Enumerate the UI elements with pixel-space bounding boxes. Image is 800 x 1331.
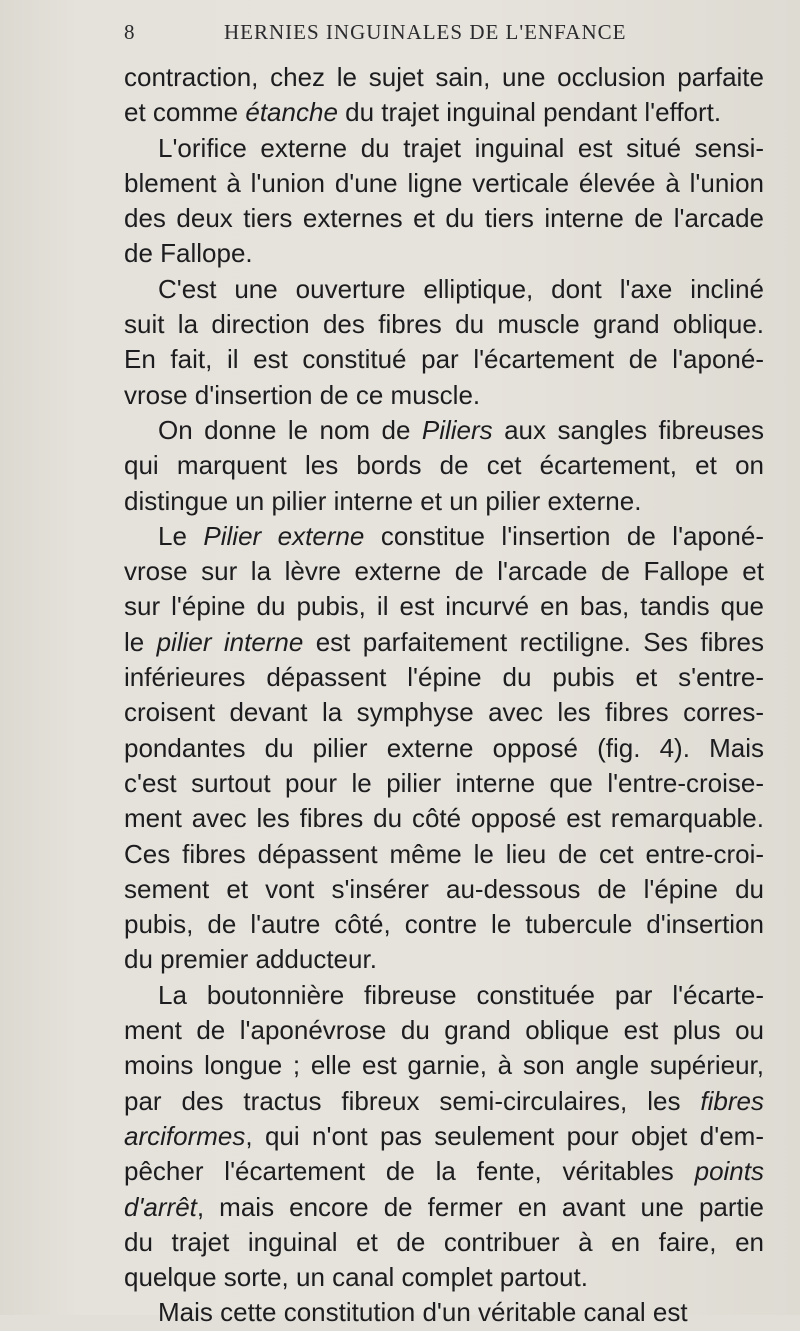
text-run: , qui n'ont pas seulement pour objet d'em- [245, 1120, 764, 1151]
text-line [124, 695, 764, 730]
body-text [124, 60, 764, 1331]
text-run: pêcher l'écartement de la fente, véritables [124, 1156, 695, 1187]
italic-term: Pilier externe [203, 520, 365, 551]
text-run: L'orifice externe du trajet inguinal est situé sensi- [158, 132, 764, 163]
page-number: 8 [124, 20, 136, 44]
text-run: On donne le nom de [158, 414, 422, 445]
text-run: C'est une ouverture elliptique, dont l'axe incliné [158, 273, 764, 304]
text-run: aux sangles fibreuses [492, 414, 764, 445]
page-header [124, 20, 764, 52]
italic-term: points [694, 1156, 764, 1187]
text-line [124, 625, 764, 660]
text-run: inférieures dépassent l'épine du pubis et s'entre- [124, 662, 764, 693]
text-run: c'est surtout pour le pilier interne que l'entre-croise- [124, 767, 764, 798]
text-run: ment de l'aponévrose du grand oblique est plus ou [124, 1015, 764, 1046]
text-line [124, 837, 764, 872]
text-run: sur l'épine du pubis, il est incurvé en bas, tandis que [124, 591, 764, 622]
text-run: La boutonnière fibreuse constituée par l'écarte- [158, 979, 764, 1010]
text-line [124, 731, 764, 766]
text-run: Mais cette constitution d'un véritable canal est [158, 1297, 688, 1328]
text-run: est parfaitement rectiligne. Ses fibres [303, 626, 764, 657]
text-run: vrose d'insertion de ce muscle. [124, 379, 481, 410]
text-line [124, 978, 764, 1013]
text-line [124, 60, 764, 95]
text-line [124, 307, 764, 342]
text-run: distingue un pilier interne et un pilier externe. [124, 485, 642, 516]
text-run: des deux tiers externes et du tiers interne de l'arcade [124, 203, 764, 234]
text-line [124, 1154, 764, 1189]
text-run: croisent devant la symphyse avec les fibres corres- [124, 697, 764, 728]
text-line [124, 413, 764, 448]
text-run: vrose sur la lèvre externe de l'arcade de Fallope et [124, 556, 764, 587]
text-line [124, 342, 764, 377]
text-line [124, 1119, 764, 1154]
text-run: constitue l'insertion de l'aponé- [364, 520, 765, 551]
text-run: sement et vont s'insérer au-dessous de l'épine du [124, 873, 764, 904]
text-line [124, 95, 764, 130]
text-line [124, 1295, 764, 1330]
text-line [124, 1190, 764, 1225]
text-line [124, 236, 764, 271]
italic-term: étanche [245, 97, 338, 128]
text-run: et comme [124, 97, 246, 128]
text-line [124, 131, 764, 166]
text-line [124, 448, 764, 483]
text-line [124, 272, 764, 307]
text-line [124, 378, 764, 413]
text-run: Ces fibres dépassent même le lieu de cet entre-croi- [124, 838, 764, 869]
text-run: moins longue ; elle est garnie, à son angle supérieur, [124, 1050, 764, 1081]
text-run: du premier adducteur. [124, 944, 377, 975]
text-line [124, 1084, 764, 1119]
text-run: En fait, il est constitué par l'écartement de l'aponé- [124, 344, 764, 375]
text-run: quelque sorte, un canal complet partout. [124, 1262, 588, 1293]
text-run: , mais encore de fermer en avant une partie [196, 1191, 764, 1222]
text-line [124, 201, 764, 236]
text-run: Le [158, 520, 204, 551]
text-run: du trajet inguinal pendant l'effort. [337, 97, 722, 128]
text-line [124, 1260, 764, 1295]
text-run: par des tractus fibreux semi-circulaires, les [124, 1085, 701, 1116]
text-line [124, 660, 764, 695]
text-line [124, 801, 764, 836]
text-run: ment avec les fibres du côté opposé est remarquable. [124, 803, 764, 834]
text-line [124, 589, 764, 624]
text-run: suit la direction des fibres du muscle grand oblique. [124, 309, 764, 340]
italic-term: Piliers [421, 414, 493, 445]
text-line [124, 484, 764, 519]
text-line [124, 554, 764, 589]
text-run: pondantes du pilier externe opposé (fig. 4). Mais [124, 732, 764, 763]
italic-term: fibres [700, 1085, 764, 1116]
text-line [124, 942, 764, 977]
text-line [124, 166, 764, 201]
running-title: HERNIES INGUINALES DE L'ENFANCE [224, 20, 627, 44]
text-run: le [124, 626, 157, 657]
text-line [124, 872, 764, 907]
text-run: pubis, de l'autre côté, contre le tubercule d'insertion [124, 909, 764, 940]
text-line [124, 1048, 764, 1083]
text-line [124, 907, 764, 942]
text-line [124, 1225, 764, 1260]
text-line [124, 766, 764, 801]
italic-term: d'arrêt [124, 1191, 197, 1222]
text-line [124, 519, 764, 554]
italic-term: pilier interne [156, 626, 304, 657]
text-run: contraction, chez le sujet sain, une occlusion parfaite [124, 62, 764, 92]
italic-term: arciformes [124, 1120, 246, 1151]
text-run: de Fallope. [124, 238, 253, 269]
text-run: blement à l'union d'une ligne verticale élevée à l'union [124, 167, 764, 198]
text-line [124, 1013, 764, 1048]
text-run: du trajet inguinal et de contribuer à en faire, en [124, 1226, 764, 1257]
text-run: qui marquent les bords de cet écartement, et on [124, 450, 764, 481]
